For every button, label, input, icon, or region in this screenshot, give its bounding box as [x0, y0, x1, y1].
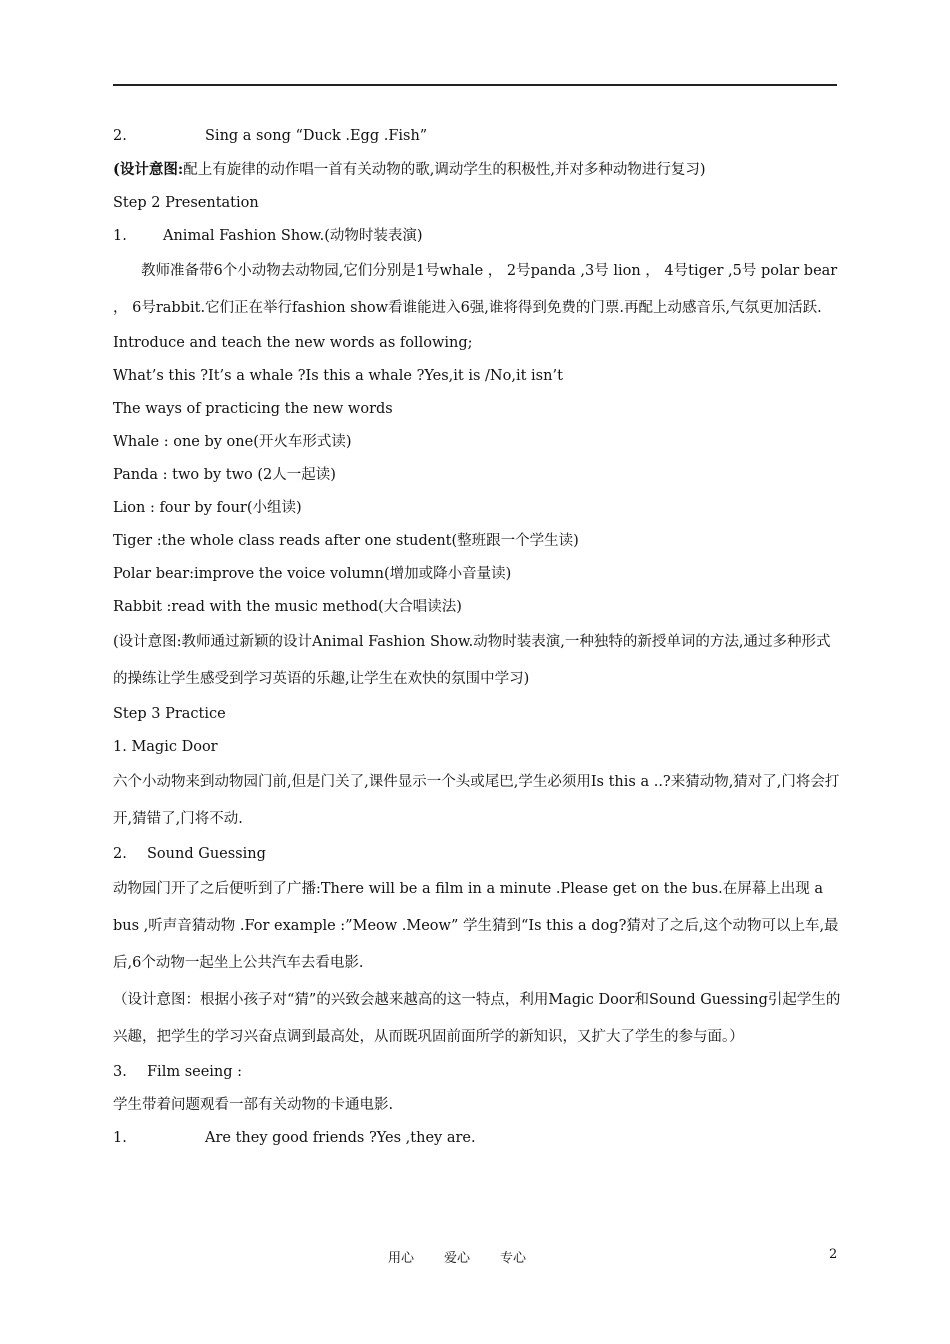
text-line: Panda : two by two (2人一起读): [113, 467, 336, 483]
design-intent-label: (设计意图:: [113, 161, 184, 178]
document-body: [113, 120, 841, 1155]
text-line: The ways of practicing the new words: [113, 401, 393, 417]
design-intent-text: 配上有旋律的动作唱一首有关动物的歌,调动学生的积极性,并对多种动物进行复习): [183, 162, 706, 178]
list-item: [113, 838, 841, 871]
text-line: Whale : one by one(开火车形式读): [113, 434, 352, 450]
text-line: Tiger :the whole class reads after one student(整班跟一个学生读): [113, 533, 579, 549]
design-intent-note: [113, 153, 841, 187]
text-line: Polar bear:improve the voice volumn(增加或降小音量读): [113, 566, 512, 582]
item-number: 2.: [113, 128, 127, 144]
text-line: 学生带着问题观看一部有关动物的卡通电影.: [113, 1097, 394, 1113]
item-number: 2.: [113, 846, 127, 862]
step-heading: Step 3 Practice: [113, 706, 226, 722]
item-text: Animal Fashion Show.(动物时装表演): [163, 228, 423, 244]
item-number: 3.: [113, 1064, 127, 1080]
list-item: [113, 1122, 841, 1155]
list-item: [113, 120, 841, 153]
item-text: Sound Guessing: [147, 846, 266, 862]
item-text: Film seeing :: [147, 1064, 243, 1080]
item-number: 1.: [113, 228, 127, 244]
text-line: Introduce and teach the new words as following;: [113, 335, 473, 351]
item-number: 1.: [113, 1130, 127, 1146]
list-item: [113, 220, 841, 253]
footer-word: 爱心: [444, 1251, 471, 1266]
text-line: Rabbit :read with the music method(大合唱读法): [113, 599, 462, 615]
step-heading: Step 2 Presentation: [113, 195, 259, 211]
item-text: Sing a song “Duck .Egg .Fish”: [205, 128, 428, 144]
paragraph: 教师准备带6个小动物去动物园,它们分别是1号whale ， 2号panda ,3号 lion ， 4号tiger ,5号 polar bear ， 6号rabbit.它们正在举行fashion show看谁能进入6强,谁将得到免费的门票.再配上动感音乐,气氛更加活跃.: [113, 263, 838, 316]
item-text: Are they good friends ?Yes ,they are.: [205, 1130, 476, 1146]
footer-word: 用心: [388, 1251, 415, 1266]
footer-motto: [388, 1247, 526, 1266]
text-line: Lion : four by four(小组读): [113, 500, 302, 516]
text-line: What’s this ?It’s a whale ?Is this a whale ?Yes,it is /No,it isn’t: [113, 368, 563, 384]
header-rule: [113, 84, 837, 86]
design-intent-note: （设计意图：根据小孩子对“猜”的兴致会越来越高的这一特点，利用Magic Door和Sound Guessing引起学生的兴趣，把学生的学习兴奋点调到最高处，从而既巩固前面所学的新知识，又扩大了学生的参与面。）: [113, 992, 841, 1045]
paragraph: 动物园门开了之后便听到了广播:There will be a film in a minute .Please get on the bus.在屏幕上出现 a bus ,听声音猜动物 .For example :”Meow .Meow” 学生猜到“Is this a dog?猜对了之后,这个动物可以上车,最后,6个动物一起坐上公共汽车去看电影.: [113, 881, 839, 971]
text-line: 1. Magic Door: [113, 739, 218, 755]
design-intent-note: (设计意图:教师通过新颖的设计Animal Fashion Show.动物时装表演,一种独特的新授单词的方法,通过多种形式的操练让学生感受到学习英语的乐趣,让学生在欢快的氛围中学习): [113, 634, 831, 687]
footer-word: 专心: [500, 1251, 527, 1266]
list-item: [113, 1056, 841, 1089]
paragraph: 六个小动物来到动物园门前,但是门关了,课件显示一个头或尾巴,学生必须用Is this a ..?来猜动物,猜对了,门将会打开,猜错了,门将不动.: [113, 774, 840, 827]
page-number: 2: [829, 1247, 838, 1262]
